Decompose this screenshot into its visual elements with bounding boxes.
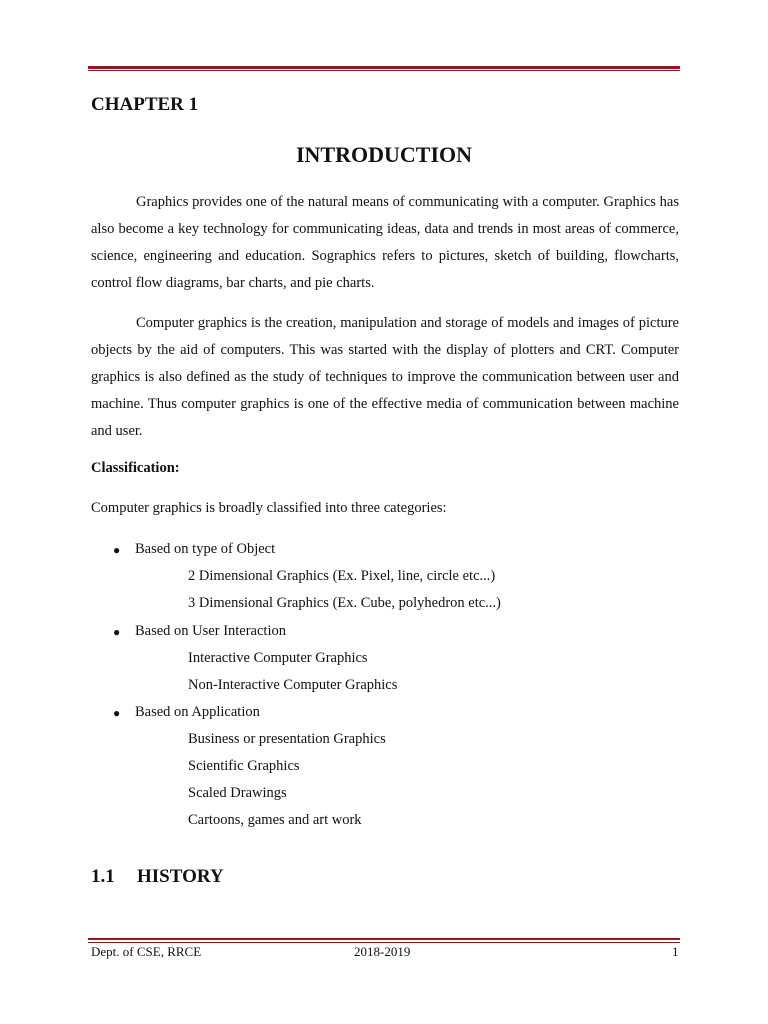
list-item: Scientific Graphics bbox=[188, 758, 300, 774]
footer-rule-thin bbox=[88, 942, 680, 943]
paragraph-1: Graphics provides one of the natural means of communicating with a computer. Graphics has also become a key technology for communicating ideas, data and trends in most areas of commerce, science, engineering and education. Sographics refers to pictures, sketch of building, flowcharts, control flow diagrams, bar charts, and pie charts. bbox=[91, 194, 679, 291]
bullet-icon: ● bbox=[113, 543, 121, 557]
paragraph-2: Computer graphics is the creation, manipulation and storage of models and images of picture objects by the aid of computers. This was started with the display of plotters and CRT. Computer graphics is also defined as the study of techniques to improve the communication between user and machine. Thus computer graphics is one of the effective media of communication between machine and user. bbox=[91, 315, 679, 439]
section-title: HISTORY bbox=[137, 866, 224, 887]
bullet-icon: ● bbox=[113, 706, 121, 720]
header-rule-thin bbox=[88, 70, 680, 71]
section-number: 1.1 bbox=[91, 866, 115, 887]
section-heading bbox=[91, 866, 224, 888]
classification-lead: Computer graphics is broadly classified into three categories: bbox=[91, 500, 447, 516]
list-group-label: Based on User Interaction bbox=[135, 623, 286, 639]
list-item: 2 Dimensional Graphics (Ex. Pixel, line, circle etc...) bbox=[188, 568, 496, 584]
list-group-label: Based on Application bbox=[135, 704, 260, 720]
list-item: Scaled Drawings bbox=[188, 785, 287, 801]
page-number: 1 bbox=[672, 944, 679, 959]
footer-rule bbox=[88, 938, 680, 940]
classification-heading: Classification: bbox=[91, 460, 180, 476]
list-item: Cartoons, games and art work bbox=[188, 812, 362, 828]
list-item: 3 Dimensional Graphics (Ex. Cube, polyhedron etc...) bbox=[188, 595, 501, 611]
list-item: Interactive Computer Graphics bbox=[188, 650, 368, 666]
bullet-icon: ● bbox=[113, 625, 121, 639]
footer-year: 2018-2019 bbox=[354, 944, 411, 959]
footer-department: Dept. of CSE, RRCE bbox=[91, 944, 202, 959]
page-title: INTRODUCTION bbox=[295, 142, 473, 167]
list-group-label: Based on type of Object bbox=[135, 541, 276, 557]
list-item: Non-Interactive Computer Graphics bbox=[188, 677, 398, 693]
chapter-label: CHAPTER 1 bbox=[91, 94, 199, 115]
header-rule bbox=[88, 66, 680, 69]
list-item: Business or presentation Graphics bbox=[188, 731, 386, 747]
